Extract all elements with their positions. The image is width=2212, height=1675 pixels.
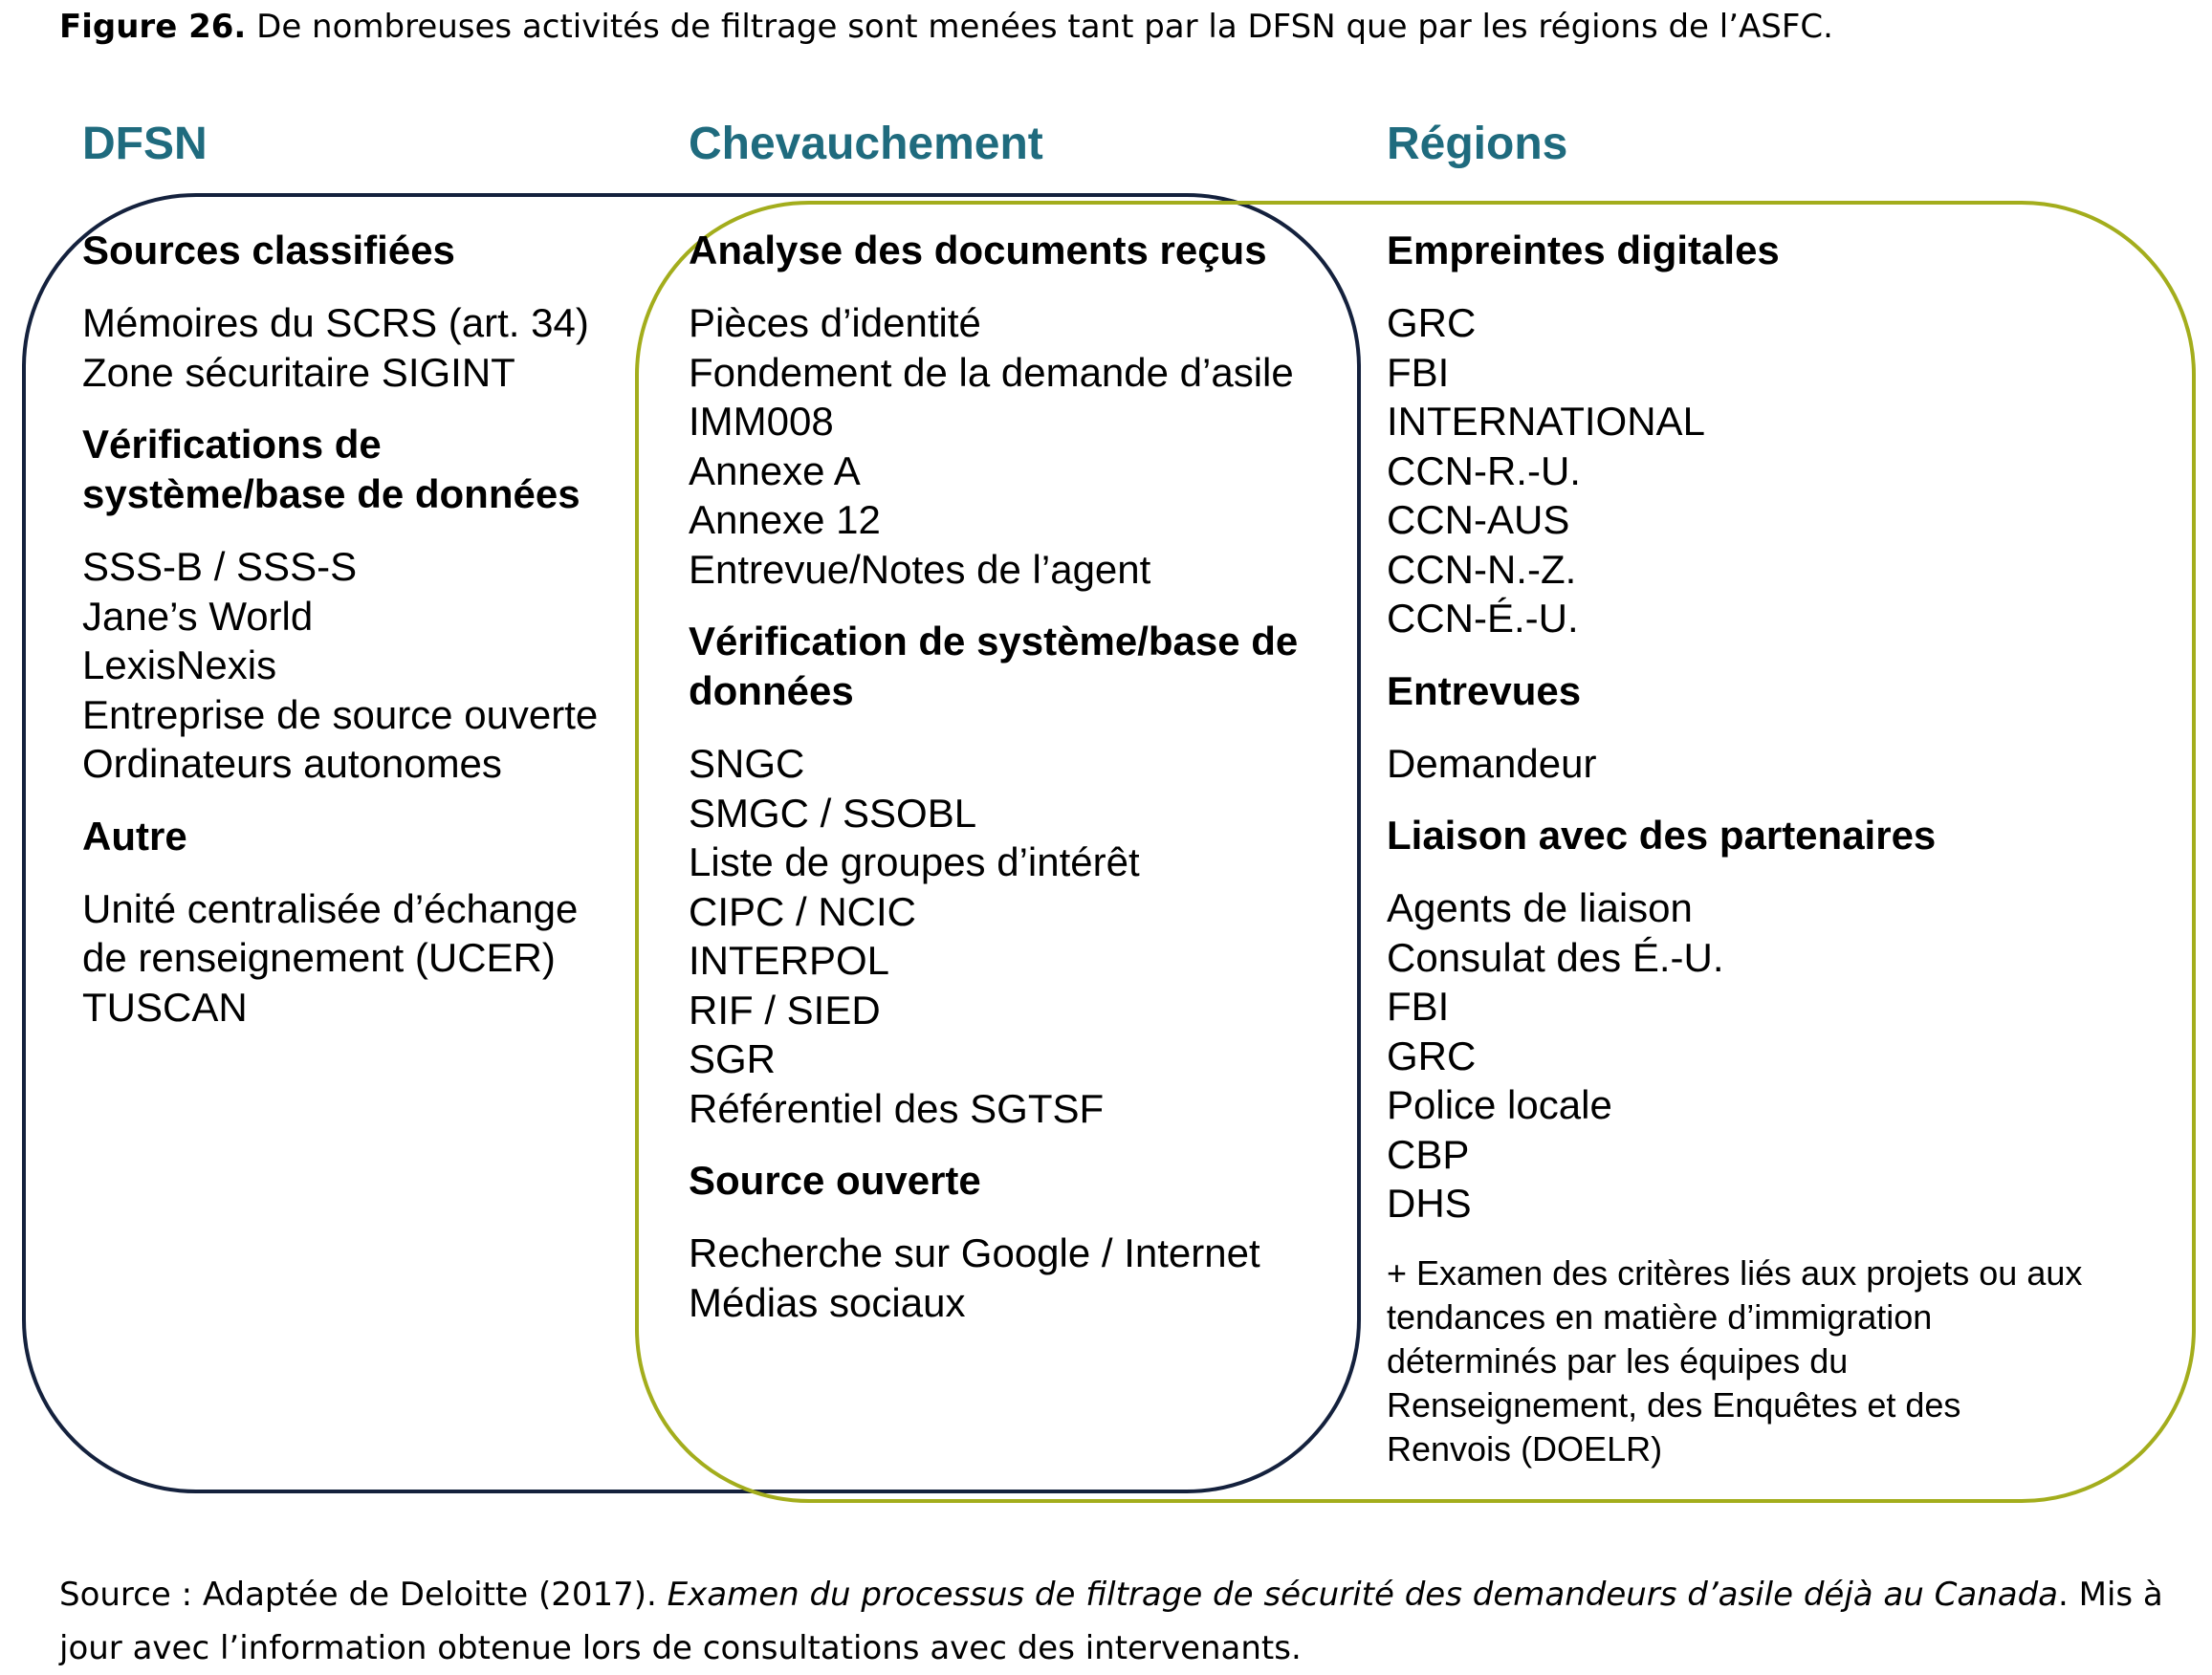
list-item: Liste de groupes d’intérêt bbox=[689, 839, 1140, 884]
regions-note-line: Renseignement, des Enquêtes et des bbox=[1387, 1384, 1961, 1425]
list-item: TUSCAN bbox=[82, 984, 248, 1030]
regions-column bbox=[1387, 226, 2082, 1471]
list-item: Ordinateurs autonomes bbox=[82, 741, 502, 786]
list-item: LexisNexis bbox=[82, 642, 277, 687]
list-item: CCN-N.-Z. bbox=[1387, 546, 1577, 592]
list-item: Médias sociaux bbox=[689, 1279, 966, 1325]
list-item: GRC bbox=[1387, 1033, 1477, 1078]
section-heading: Liaison avec des partenaires bbox=[1387, 813, 1937, 858]
section-heading: Sources classifiées bbox=[82, 228, 455, 272]
list-item: INTERPOL bbox=[689, 938, 890, 983]
list-item: Consulat des É.-U. bbox=[1387, 934, 1724, 980]
list-item: Mémoires du SCRS (art. 34) bbox=[82, 300, 589, 345]
column-title-regions: Régions bbox=[1387, 119, 1568, 169]
list-item: de renseignement (UCER) bbox=[82, 935, 556, 980]
source-note bbox=[59, 1568, 2163, 1675]
list-item: FBI bbox=[1387, 349, 1450, 395]
source-suffix: . Mis à jour avec l’information obtenue lors de consultations avec des intervenants. bbox=[59, 1576, 2163, 1667]
list-item: Recherche sur Google / Internet bbox=[689, 1230, 1260, 1275]
list-item: SSS-B / SSS-S bbox=[82, 544, 358, 589]
source-prefix: Source : Adaptée de Deloitte (2017). bbox=[59, 1576, 668, 1614]
section-heading: Vérifications de bbox=[82, 422, 382, 467]
overlap-column bbox=[689, 226, 1298, 1327]
column-title-dfsn: DFSN bbox=[82, 119, 208, 169]
section-heading: données bbox=[689, 668, 854, 713]
list-item: CIPC / NCIC bbox=[689, 888, 917, 934]
list-item: CBP bbox=[1387, 1131, 1470, 1177]
list-item: SNGC bbox=[689, 741, 805, 786]
list-item: CCN-É.-U. bbox=[1387, 596, 1579, 641]
list-item: SMGC / SSOBL bbox=[689, 790, 977, 836]
figure-caption-text: De nombreuses activités de filtrage sont menées tant par la DFSN que par les régions de l’ASFC. bbox=[246, 8, 1833, 46]
list-item: IMM008 bbox=[689, 399, 834, 444]
section-heading: Entrevues bbox=[1387, 667, 1582, 713]
list-item: Zone sécuritaire SIGINT bbox=[82, 349, 515, 395]
figure-label: Figure 26. bbox=[59, 8, 247, 46]
list-item: Police locale bbox=[1387, 1082, 1612, 1127]
regions-note-line: déterminés par les équipes du bbox=[1387, 1340, 1849, 1381]
list-item: Unité centralisée d’échange bbox=[82, 885, 579, 931]
list-item: CCN-AUS bbox=[1387, 497, 1570, 542]
list-item: Pièces d’identité bbox=[689, 300, 981, 345]
regions-note-line: tendances en matière d’immigration bbox=[1387, 1296, 1933, 1337]
section-heading: Autre bbox=[82, 813, 187, 859]
list-item: Entreprise de source ouverte bbox=[82, 691, 599, 737]
list-item: Agents de liaison bbox=[1387, 885, 1693, 930]
list-item: Entrevue/Notes de l’agent bbox=[689, 546, 1151, 592]
list-item: Annexe A bbox=[689, 447, 861, 493]
list-item: Jane’s World bbox=[82, 593, 314, 639]
list-item: Référentiel des SGTSF bbox=[689, 1085, 1105, 1131]
list-item: FBI bbox=[1387, 984, 1450, 1029]
list-item: SGR bbox=[689, 1036, 777, 1081]
list-item: Fondement de la demande d’asile bbox=[689, 349, 1294, 395]
section-heading: système/base de données bbox=[82, 471, 580, 516]
source-title: Examen du processus de filtrage de sécurité des demandeurs d’asile déjà au Canada bbox=[667, 1576, 2059, 1614]
dfsn-column bbox=[82, 226, 598, 1032]
section-heading: Empreintes digitales bbox=[1387, 228, 1780, 272]
regions-note-line: + Examen des critères liés aux projets ou aux bbox=[1387, 1252, 2083, 1293]
section-heading: Analyse des documents reçus bbox=[689, 228, 1267, 272]
list-item: RIF / SIED bbox=[689, 987, 881, 1033]
list-item: Annexe 12 bbox=[689, 497, 881, 542]
column-title-overlap: Chevauchement bbox=[689, 119, 1043, 169]
section-heading: Source ouverte bbox=[689, 1158, 981, 1203]
regions-note-line: Renvois (DOELR) bbox=[1387, 1428, 1663, 1468]
list-item: INTERNATIONAL bbox=[1387, 399, 1705, 444]
list-item: GRC bbox=[1387, 300, 1477, 345]
list-item: DHS bbox=[1387, 1181, 1472, 1226]
list-item: CCN-R.-U. bbox=[1387, 447, 1581, 493]
section-heading: Vérification de système/base de bbox=[689, 619, 1299, 663]
list-item: Demandeur bbox=[1387, 740, 1597, 786]
